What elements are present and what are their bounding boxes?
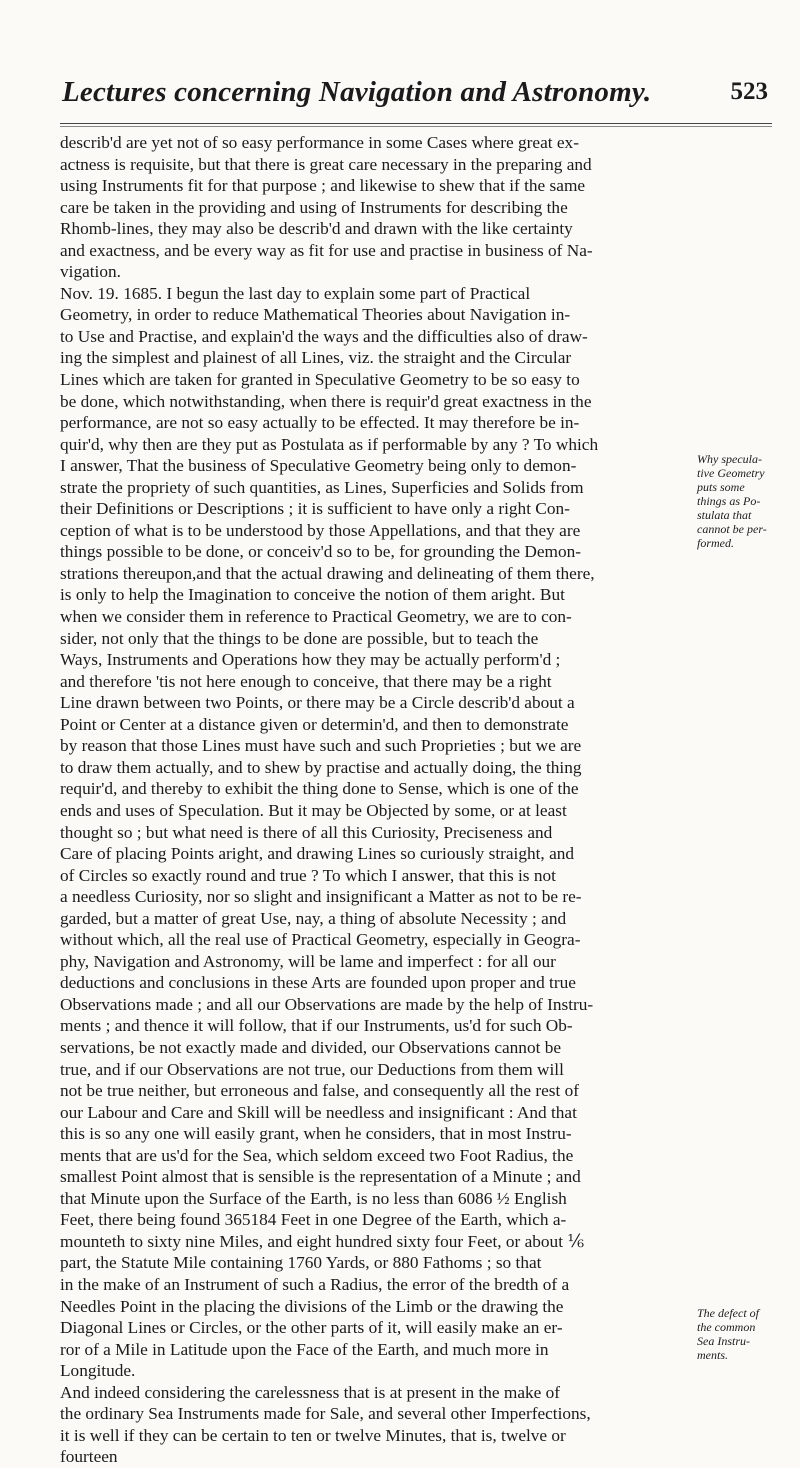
text-line: Feet, there being found 365184 Feet in one Degree of the Earth, which a- <box>60 1210 567 1230</box>
running-title: Lectures concerning Navigation and Astronomy. <box>62 76 652 108</box>
margin-note-speculative-line: things as Po- <box>697 494 761 508</box>
text-line: Ways, Instruments and Operations how they may be actually perform'd ; <box>60 650 561 670</box>
text-line: by reason that those Lines must have such and such Proprieties ; but we are <box>60 736 582 756</box>
text-line: be done, which notwithstanding, when there is requir'd great exactness in the <box>60 391 592 411</box>
margin-note-speculative-line: tive Geometry <box>697 466 765 480</box>
text-line: to Use and Practise, and explain'd the ways and the difficulties also of draw- <box>60 326 588 346</box>
text-line: Diagonal Lines or Circles, or the other parts of it, will easily make an er- <box>60 1318 563 1338</box>
text-line: deductions and conclusions in these Arts are founded upon proper and true <box>60 973 576 993</box>
text-line: Observations made ; and all our Observations are made by the help of Instru- <box>60 994 594 1014</box>
text-line: Care of placing Points aright, and drawing Lines so curiously straight, and <box>60 844 575 864</box>
text-line: using Instruments fit for that purpose ; and likewise to shew that if the same <box>60 176 586 196</box>
text-line: ror of a Mile in Latitude upon the Face of the Earth, and much more in <box>60 1339 549 1359</box>
text-line: mounteth to sixty nine Miles, and eight hundred sixty four Feet, or about ⅙ <box>60 1231 585 1251</box>
text-line: Rhomb-lines, they may also be describ'd and drawn with the like certainty <box>60 219 573 239</box>
text-line: phy, Navigation and Astronomy, will be lame and imperfect : for all our <box>60 951 556 971</box>
text-line: Point or Center at a distance given or determin'd, and then to demonstrate <box>60 714 569 734</box>
text-line: not be true neither, but erroneous and false, and consequently all the rest of <box>60 1081 580 1101</box>
text-line: ing the simplest and plainest of all Lines, viz. the straight and the Circular <box>60 348 572 368</box>
text-line: without which, all the real use of Practical Geometry, especially in Geogra- <box>60 930 581 950</box>
text-line: garded, but a matter of great Use, nay, a thing of absolute Necessity ; and <box>60 908 567 928</box>
margin-note-defect-line: The defect of <box>697 1306 759 1320</box>
margin-note-speculative-line: Why specula- <box>697 452 762 466</box>
text-line: smallest Point almost that is sensible is the representation of a Minute ; and <box>60 1167 581 1187</box>
text-line: ments that are us'd for the Sea, which seldom exceed two Foot Radius, the <box>60 1145 574 1165</box>
text-line: part, the Statute Mile containing 1760 Yards, or 880 Fathoms ; so that <box>60 1253 542 1273</box>
text-line: sider, not only that the things to be done are possible, but to teach the <box>60 628 539 648</box>
margin-note-speculative-line: stulata that <box>697 508 752 522</box>
text-line: and therefore 'tis not here enough to conceive, that there may be a right <box>60 671 552 691</box>
margin-note-speculative-line: cannot be per- <box>697 522 767 536</box>
text-line: that Minute upon the Surface of the Earth, is no less than 6086 ½ English <box>60 1188 567 1208</box>
text-line: Line drawn between two Points, or there may be a Circle describ'd about a <box>60 693 575 713</box>
text-line: thought so ; but what need is there of all this Curiosity, Preciseness and <box>60 822 553 842</box>
margin-note-defect-line: the common <box>697 1320 756 1334</box>
text-line: vigation. <box>60 262 121 282</box>
text-line: actness is requisite, but that there is great care necessary in the preparing and <box>60 154 592 174</box>
text-line: and exactness, and be every way as fit for use and practise in business of Na- <box>60 240 593 260</box>
text-line: Nov. 19. 1685. I begun the last day to explain some part of Practical <box>60 283 531 303</box>
text-line: Longitude. <box>60 1361 136 1381</box>
text-line: strations thereupon,and that the actual drawing and delineating of them there, <box>60 563 595 583</box>
text-line: requir'd, and thereby to exhibit the thing done to Sense, which is one of the <box>60 779 579 799</box>
text-line: true, and if our Observations are not true, our Deductions from them will <box>60 1059 564 1079</box>
text-line: ends and uses of Speculation. But it may be Objected by some, or at least <box>60 800 567 820</box>
text-line: of Circles so exactly round and true ? To which I answer, that this is not <box>60 865 556 885</box>
text-line: ception of what is to be understood by those Appellations, and that they are <box>60 520 581 540</box>
page-number: 523 <box>730 78 768 105</box>
text-line: the ordinary Sea Instruments made for Sale, and several other Imperfections, <box>60 1404 591 1424</box>
text-line: strate the propriety of such quantities, as Lines, Superficies and Solids from <box>60 477 584 497</box>
text-line: Needles Point in the placing the divisions of the Limb or the drawing the <box>60 1296 564 1316</box>
text-line: when we consider them in reference to Practical Geometry, we are to con- <box>60 607 572 627</box>
text-line: I answer, That the business of Speculative Geometry being only to demon- <box>60 456 577 476</box>
text-line: Lines which are taken for granted in Speculative Geometry to be so easy to <box>60 370 580 390</box>
text-line: it is well if they can be certain to ten or twelve Minutes, that is, twelve or <box>60 1425 566 1445</box>
text-line: this is so any one will easily grant, when he considers, that in most Instru- <box>60 1124 572 1144</box>
text-line: is only to help the Imagination to conceive the notion of them aright. But <box>60 585 565 605</box>
text-line: quir'd, why then are they put as Postulata as if performable by any ? To which <box>60 434 599 454</box>
margin-note-defect-line: Sea Instru- <box>697 1334 750 1348</box>
text-line: And indeed considering the carelessness that is at present in the make of <box>60 1382 561 1402</box>
text-line: describ'd are yet not of so easy performance in some Cases where great ex- <box>60 133 579 152</box>
text-line: our Labour and Care and Skill will be needless and insignificant : And that <box>60 1102 577 1122</box>
text-line: Geometry, in order to reduce Mathematical Theories about Navigation in- <box>60 305 571 325</box>
body-text <box>60 132 690 1468</box>
text-line: to draw them actually, and to shew by practise and actually doing, the thing <box>60 757 582 777</box>
text-line: things possible to be done, or conceiv'd so to be, for grounding the Demon- <box>60 542 581 562</box>
page-header <box>60 76 770 120</box>
margin-note-defect-line: ments. <box>697 1348 728 1362</box>
margin-note-speculative-line: puts some <box>697 480 745 494</box>
header-rule <box>60 123 772 124</box>
margin-note-speculative-line: formed. <box>697 536 734 550</box>
text-line: a needless Curiosity, nor so slight and insignificant a Matter as not to be re- <box>60 887 582 907</box>
text-line: their Definitions or Descriptions ; it is sufficient to have only a right Con- <box>60 499 570 519</box>
text-line: fourteen <box>60 1447 118 1467</box>
text-line: servations, be not exactly made and divided, our Observations cannot be <box>60 1037 562 1057</box>
text-line: performance, are not so easy actually to be effected. It may therefore be in- <box>60 413 580 433</box>
text-line: care be taken in the providing and using of Instruments for describing the <box>60 197 568 217</box>
header-rule-secondary <box>60 126 772 127</box>
text-line: ments ; and thence it will follow, that if our Instruments, us'd for such Ob- <box>60 1016 573 1036</box>
text-line: in the make of an Instrument of such a Radius, the error of the bredth of a <box>60 1274 570 1294</box>
